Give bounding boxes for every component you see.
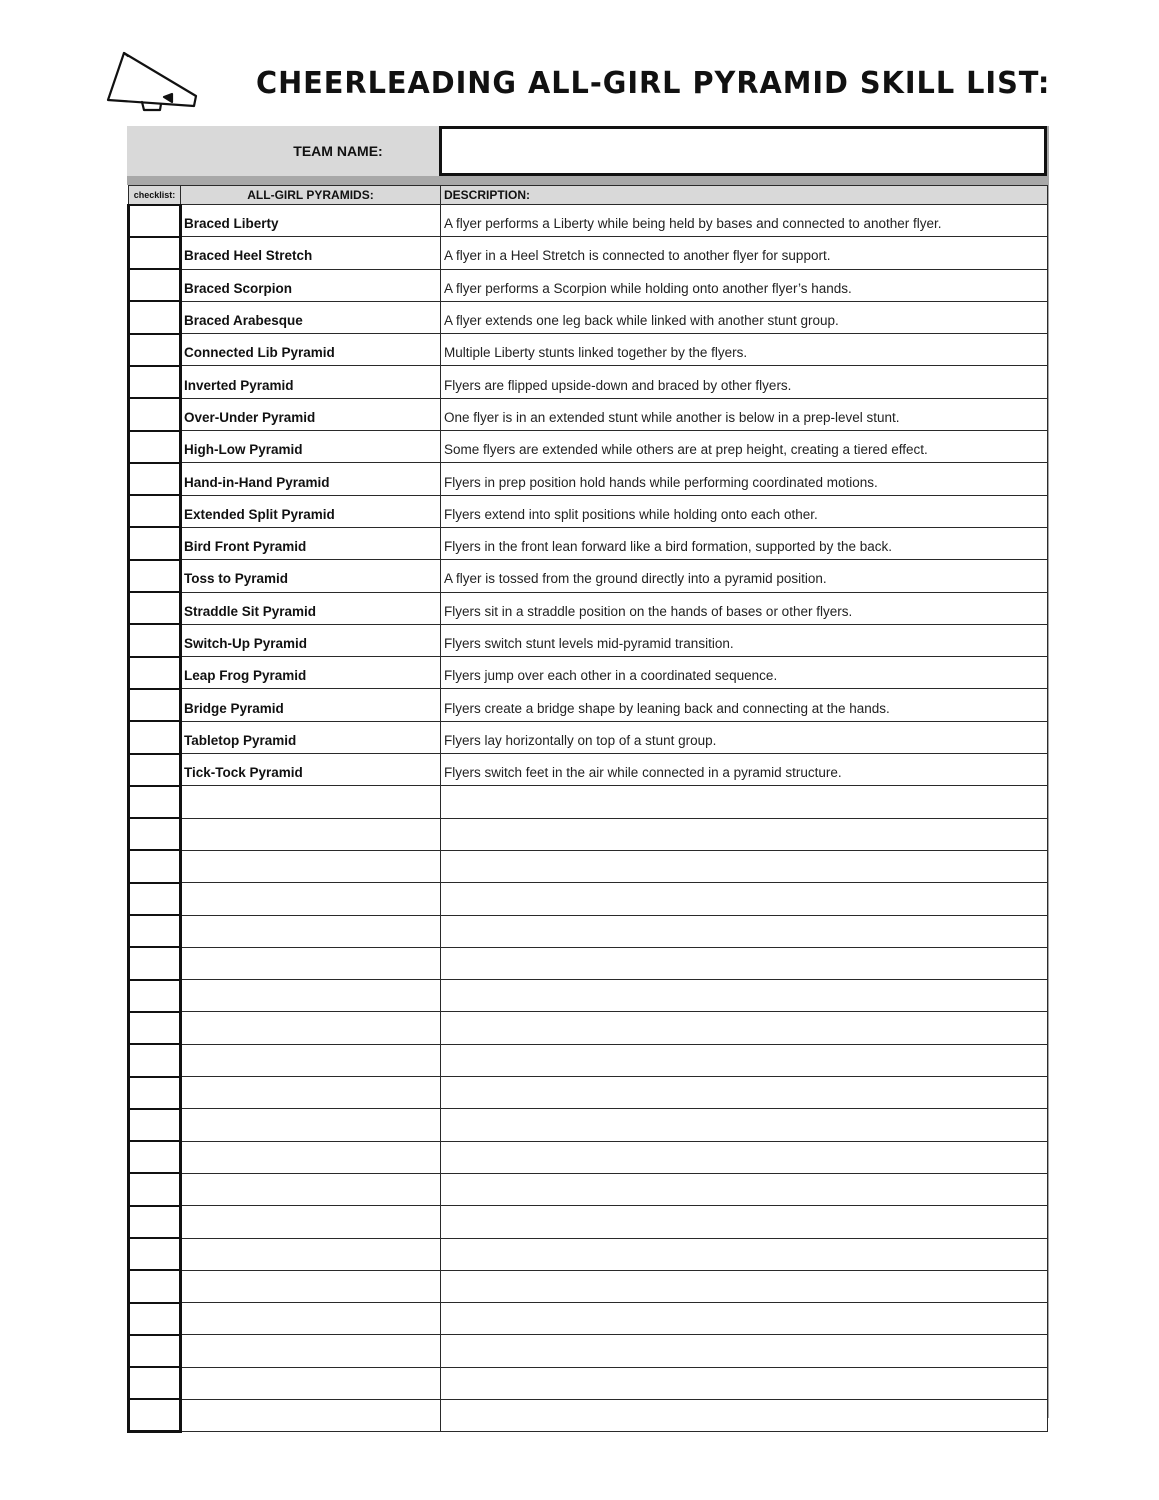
skill-name[interactable] [181,1238,441,1270]
checklist-header: checklist: [129,186,181,205]
checklist-cell [129,1367,181,1399]
table-row [129,560,1048,592]
checklist-cell [129,1141,181,1173]
skill-name[interactable] [181,818,441,850]
skill-description[interactable] [441,1206,1048,1238]
skill-description[interactable] [441,786,1048,818]
skill-name[interactable]: Braced Arabesque [181,301,441,333]
table-row [129,1270,1048,1302]
checklist-checkbox[interactable] [130,1207,179,1237]
table-row [129,657,1048,689]
table-row [129,398,1048,430]
skill-description[interactable]: Flyers are flipped upside-down and braced by other flyers. [441,366,1048,398]
checklist-checkbox[interactable] [130,1271,179,1301]
skill-description[interactable] [441,1077,1048,1109]
table-header-row [129,186,1048,205]
checklist-checkbox[interactable] [130,819,179,849]
skill-name[interactable]: Tick-Tock Pyramid [181,754,441,786]
skill-description[interactable] [441,1270,1048,1302]
checklist-checkbox[interactable] [130,1045,179,1075]
skill-name[interactable]: Braced Heel Stretch [181,237,441,269]
skill-name[interactable]: Hand-in-Hand Pyramid [181,463,441,495]
skill-name[interactable]: Leap Frog Pyramid [181,657,441,689]
team-name-label: TEAM NAME: [293,143,383,159]
checklist-checkbox[interactable] [130,1110,179,1140]
checklist-checkbox[interactable] [130,658,179,688]
skill-description[interactable] [441,1303,1048,1335]
checklist-cell [129,463,181,495]
table-row [129,1238,1048,1270]
table-row [129,1335,1048,1367]
table-row [129,527,1048,559]
table-row [129,205,1048,237]
checklist-cell [129,786,181,818]
skill-description[interactable]: A flyer extends one leg back while linked with another stunt group. [441,301,1048,333]
table-row [129,754,1048,786]
skill-name[interactable]: Braced Scorpion [181,269,441,301]
checklist-cell [129,818,181,850]
skill-name[interactable]: Inverted Pyramid [181,366,441,398]
table-row [129,818,1048,850]
checklist-cell [129,754,181,786]
checklist-cell [129,205,181,237]
skill-description[interactable] [441,1141,1048,1173]
checklist-checkbox[interactable] [130,1239,179,1269]
checklist-checkbox[interactable] [130,302,179,332]
skill-name[interactable] [181,915,441,947]
skill-name[interactable] [181,1173,441,1205]
skill-description[interactable]: Flyers in prep position hold hands while performing coordinated motions. [441,463,1048,495]
checklist-checkbox[interactable] [130,206,179,236]
checklist-cell [129,721,181,753]
skill-description[interactable]: Flyers lay horizontally on top of a stunt group. [441,721,1048,753]
table-row [129,366,1048,398]
skill-description[interactable]: One flyer is in an extended stunt while another is below in a prep-level stunt. [441,398,1048,430]
table-row [129,495,1048,527]
checklist-checkbox[interactable] [130,1078,179,1108]
skill-name[interactable] [181,1270,441,1302]
skill-name[interactable]: Over-Under Pyramid [181,398,441,430]
checklist-cell [129,1077,181,1109]
checklist-checkbox[interactable] [130,270,179,300]
description-header: DESCRIPTION: [441,186,1048,205]
checklist-cell [129,495,181,527]
checklist-cell [129,560,181,592]
table-row [129,721,1048,753]
skill-name[interactable] [181,883,441,915]
skill-name[interactable]: Switch-Up Pyramid [181,624,441,656]
checklist-checkbox[interactable] [130,916,179,946]
megaphone-icon [104,50,200,118]
skill-description[interactable] [441,1399,1048,1431]
checklist-cell [129,1206,181,1238]
checklist-cell [129,980,181,1012]
table-row [129,463,1048,495]
table-row [129,592,1048,624]
skill-name[interactable] [181,1335,441,1367]
checklist-checkbox[interactable] [130,1013,179,1043]
skill-name[interactable] [181,1399,441,1431]
skill-name[interactable] [181,1206,441,1238]
table-row [129,334,1048,366]
skill-description[interactable] [441,883,1048,915]
checklist-cell [129,850,181,882]
skill-name[interactable]: Braced Liberty [181,205,441,237]
checklist-checkbox[interactable] [130,367,179,397]
skill-description[interactable] [441,1012,1048,1044]
checklist-cell [129,624,181,656]
checklist-checkbox[interactable] [130,884,179,914]
checklist-cell [129,947,181,979]
checklist-cell [129,592,181,624]
skill-description[interactable] [441,1238,1048,1270]
checklist-checkbox[interactable] [130,787,179,817]
team-name-input[interactable] [439,126,1047,176]
skill-name[interactable] [181,1109,441,1141]
checklist-cell [129,1238,181,1270]
checklist-checkbox[interactable] [130,432,179,462]
checklist-cell [129,398,181,430]
table-row [129,1206,1048,1238]
checklist-cell [129,689,181,721]
table-row [129,1141,1048,1173]
checklist-cell [129,237,181,269]
table-row [129,301,1048,333]
skill-name[interactable]: Toss to Pyramid [181,560,441,592]
checklist-checkbox[interactable] [130,1368,179,1398]
table-row [129,1367,1048,1399]
table-row [129,980,1048,1012]
skill-description[interactable] [441,980,1048,1012]
skill-name[interactable]: Bird Front Pyramid [181,527,441,559]
skill-name[interactable]: Connected Lib Pyramid [181,334,441,366]
table-row [129,1399,1048,1431]
checklist-checkbox[interactable] [130,238,179,268]
checklist-cell [129,1044,181,1076]
table-row [129,850,1048,882]
checklist-checkbox[interactable] [130,722,179,752]
checklist-checkbox[interactable] [130,1400,179,1430]
checklist-checkbox[interactable] [130,399,179,429]
table-row [129,431,1048,463]
checklist-cell [129,1335,181,1367]
skill-description[interactable] [441,915,1048,947]
checklist-cell [129,915,181,947]
table-row [129,237,1048,269]
checklist-checkbox[interactable] [130,948,179,978]
checklist-cell [129,657,181,689]
checklist-checkbox[interactable] [130,625,179,655]
checklist-cell [129,1012,181,1044]
checklist-cell [129,1303,181,1335]
checklist-checkbox[interactable] [130,851,179,881]
skill-description[interactable] [441,1044,1048,1076]
skill-description[interactable]: Flyers in the front lean forward like a bird formation, supported by the back. [441,527,1048,559]
skill-description[interactable]: A flyer performs a Scorpion while holding onto another flyer’s hands. [441,269,1048,301]
checklist-cell [129,1399,181,1431]
skill-name[interactable] [181,1012,441,1044]
page-title: CHEERLEADING ALL-GIRL PYRAMID SKILL LIST: [256,66,1051,101]
checklist-cell [129,334,181,366]
skill-description[interactable] [441,850,1048,882]
checklist-cell [129,527,181,559]
skill-description[interactable] [441,1367,1048,1399]
skill-name[interactable]: Straddle Sit Pyramid [181,592,441,624]
skill-description[interactable]: Flyers extend into split positions while holding onto each other. [441,495,1048,527]
checklist-cell [129,269,181,301]
checklist-cell [129,366,181,398]
table-row [129,915,1048,947]
skill-description[interactable]: Flyers switch stunt levels mid-pyramid transition. [441,624,1048,656]
skill-name[interactable] [181,850,441,882]
table-row [129,1303,1048,1335]
table-row [129,786,1048,818]
skill-name[interactable] [181,786,441,818]
table-row [129,1173,1048,1205]
skill-name[interactable]: Extended Split Pyramid [181,495,441,527]
skill-rows [129,205,1048,1432]
skill-description[interactable]: Flyers sit in a straddle position on the hands of bases or other flyers. [441,592,1048,624]
skill-description[interactable]: Flyers create a bridge shape by leaning back and connecting at the hands. [441,689,1048,721]
checklist-cell [129,301,181,333]
skill-description[interactable]: A flyer is tossed from the ground directly into a pyramid position. [441,560,1048,592]
skill-name[interactable] [181,1044,441,1076]
table-row [129,1012,1048,1044]
checklist-cell [129,1270,181,1302]
skill-name[interactable]: High-Low Pyramid [181,431,441,463]
skill-name[interactable] [181,1367,441,1399]
checklist-checkbox[interactable] [130,335,179,365]
pyramid-skill-table [127,185,1048,1433]
table-row [129,624,1048,656]
table-row [129,1077,1048,1109]
skill-name[interactable] [181,947,441,979]
checklist-cell [129,1173,181,1205]
table-row [129,269,1048,301]
skill-name[interactable] [181,1303,441,1335]
table-row [129,1044,1048,1076]
skill-description[interactable]: Some flyers are extended while others are at prep height, creating a tiered effect. [441,431,1048,463]
table-row [129,1109,1048,1141]
checklist-checkbox[interactable] [130,690,179,720]
checklist-checkbox[interactable] [130,528,179,558]
skill-description[interactable] [441,1109,1048,1141]
checklist-checkbox[interactable] [130,1142,179,1172]
skill-description[interactable]: Multiple Liberty stunts linked together by the flyers. [441,334,1048,366]
skill-description[interactable]: Flyers jump over each other in a coordinated sequence. [441,657,1048,689]
skill-description[interactable] [441,1335,1048,1367]
skill-description[interactable]: A flyer performs a Liberty while being held by bases and connected to another flyer. [441,205,1048,237]
skill-name[interactable]: Bridge Pyramid [181,689,441,721]
skill-description[interactable] [441,1173,1048,1205]
skill-name[interactable] [181,1141,441,1173]
checklist-cell [129,431,181,463]
checklist-checkbox[interactable] [130,1304,179,1334]
skill-description[interactable] [441,818,1048,850]
checklist-checkbox[interactable] [130,496,179,526]
checklist-checkbox[interactable] [130,561,179,591]
table-row [129,689,1048,721]
checklist-checkbox[interactable] [130,593,179,623]
checklist-checkbox[interactable] [130,1174,179,1204]
skill-description[interactable] [441,947,1048,979]
skill-header: ALL-GIRL PYRAMIDS: [181,186,441,205]
skill-name[interactable]: Tabletop Pyramid [181,721,441,753]
table-row [129,947,1048,979]
skill-description[interactable]: Flyers switch feet in the air while connected in a pyramid structure. [441,754,1048,786]
checklist-cell [129,883,181,915]
skill-name[interactable] [181,1077,441,1109]
checklist-checkbox[interactable] [130,464,179,494]
checklist-checkbox[interactable] [130,755,179,785]
skill-name[interactable] [181,980,441,1012]
checklist-checkbox[interactable] [130,981,179,1011]
table-row [129,883,1048,915]
checklist-cell [129,1109,181,1141]
skill-description[interactable]: A flyer in a Heel Stretch is connected to another flyer for support. [441,237,1048,269]
checklist-checkbox[interactable] [130,1336,179,1366]
